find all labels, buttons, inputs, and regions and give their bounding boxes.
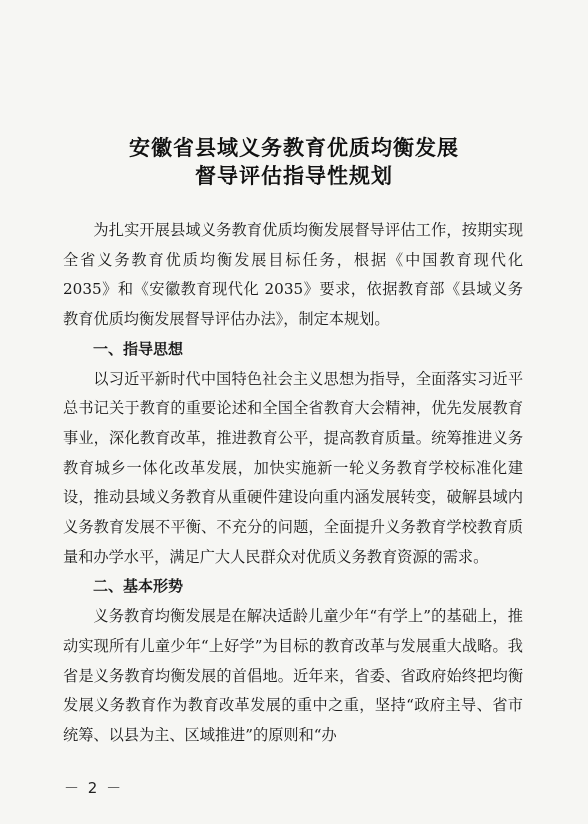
page-number: － 2 －	[64, 779, 124, 797]
basic-situation-paragraph: 义务教育均衡发展是在解决适龄儿童少年“有学上”的基础上，推动实现所有儿童少年“上好学”为目标的教育改革与发展重大战略。我省是义务教育均衡发展的首倡地。近年来，省委、省政府始终把均衡发展义务教育作为教育改革发展的重中之重，坚持“政府主导、省市统筹、以县为主、区域推进”的原则和“办	[63, 607, 523, 744]
section-heading-basic-situation: 二、基本形势	[93, 577, 184, 596]
document-title-line-2: 督导评估指导性规划	[195, 164, 393, 188]
bleed-through-text	[70, 176, 540, 204]
document-body	[63, 216, 523, 751]
section-heading-guiding-ideology: 一、指导思想	[93, 339, 184, 358]
guiding-ideology-paragraph: 以习近平新时代中国特色社会主义思想为指导，全面落实习近平总书记关于教育的重要论述和全国全省教育大会精神，优先发展教育事业，深化教育改革，推进教育公平，提高教育质量。统筹推进义务教育城乡一体化改革发展，加快实施新一轮义务教育学校标准化建设，推动县域义务教育从重硬件建设向重内涵发展转变，破解县域内义务教育发展不平衡、不充分的问题，全面提升义务教育学校教育质量和办学水平，满足广大人民群众对优质义务教育资源的需求。	[63, 369, 523, 566]
document-title-line-1: 安徽省县域义务教育优质均衡发展	[129, 136, 459, 160]
intro-paragraph: 为扎实开展县域义务教育优质均衡发展督导评估工作，按期实现全省义务教育优质均衡发展目标任务，根据《中国教育现代化 2035》和《安徽教育现代化 2035》要求，依据教育部《县域义务教育优质均衡发展督导评估办法》，制定本规划。	[63, 221, 523, 329]
